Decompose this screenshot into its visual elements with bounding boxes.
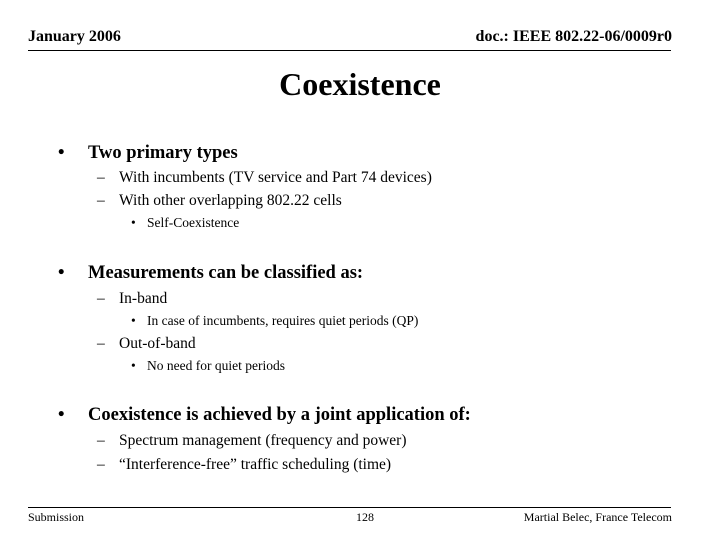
bullet-2-sub-2-text: Out-of-band <box>119 335 196 352</box>
bullet-1-sub-2 <box>97 192 342 210</box>
bullet-2-sub-1-sub-1 <box>131 313 418 329</box>
dash-marker: – <box>97 456 105 473</box>
bullet-1-sub-2-sub-1-text: Self-Coexistence <box>147 215 240 230</box>
sub-bullet-marker: • <box>131 215 136 230</box>
bullet-1-sub-2-sub-1 <box>131 215 239 231</box>
dash-marker: – <box>97 169 105 186</box>
bullet-1-sub-1-text: With incumbents (TV service and Part 74 devices) <box>119 169 432 186</box>
footer-divider <box>28 507 671 508</box>
dash-marker: – <box>97 290 105 307</box>
sub-bullet-marker: • <box>131 313 136 328</box>
bullet-2-sub-2 <box>97 335 196 353</box>
bullet-marker: • <box>58 263 65 283</box>
bullet-2-sub-1 <box>97 290 167 308</box>
footer-author: Martial Belec, France Telecom <box>523 510 672 524</box>
bullet-1-sub-1 <box>97 169 432 187</box>
bullet-3-text: Coexistence is achieved by a joint application of: <box>88 405 471 425</box>
bullet-marker: • <box>58 405 65 425</box>
bullet-2-sub-2-sub-1-text: No need for quiet periods <box>147 358 285 373</box>
dash-marker: – <box>97 335 105 352</box>
header-date: January 2006 <box>28 28 121 45</box>
bullet-marker: • <box>58 143 65 163</box>
bullet-2-text: Measurements can be classified as: <box>88 263 364 283</box>
slide-title: Coexistence <box>279 66 441 102</box>
bullet-3-sub-1 <box>97 432 407 450</box>
bullet-2 <box>58 263 363 284</box>
bullet-1-text: Two primary types <box>88 143 238 163</box>
bullet-2-sub-1-sub-1-text: In case of incumbents, requires quiet periods (QP) <box>147 313 419 328</box>
bullet-3-sub-1-text: Spectrum management (frequency and power) <box>119 432 407 449</box>
sub-bullet-marker: • <box>131 358 136 373</box>
dash-marker: – <box>97 192 105 209</box>
bullet-3-sub-2-text: “Interference-free” traffic scheduling (time) <box>119 456 392 473</box>
bullet-1-sub-2-text: With other overlapping 802.22 cells <box>119 192 342 209</box>
header-doc-id: doc.: IEEE 802.22-06/0009r0 <box>475 28 672 45</box>
page-number: 128 <box>356 510 374 524</box>
footer-submission: Submission <box>28 510 85 524</box>
header-divider <box>28 50 671 51</box>
bullet-2-sub-1-text: In-band <box>119 290 168 307</box>
bullet-3 <box>58 405 471 426</box>
dash-marker: – <box>97 432 105 449</box>
bullet-2-sub-2-sub-1 <box>131 358 285 374</box>
bullet-3-sub-2 <box>97 456 391 474</box>
bullet-1 <box>58 143 238 164</box>
